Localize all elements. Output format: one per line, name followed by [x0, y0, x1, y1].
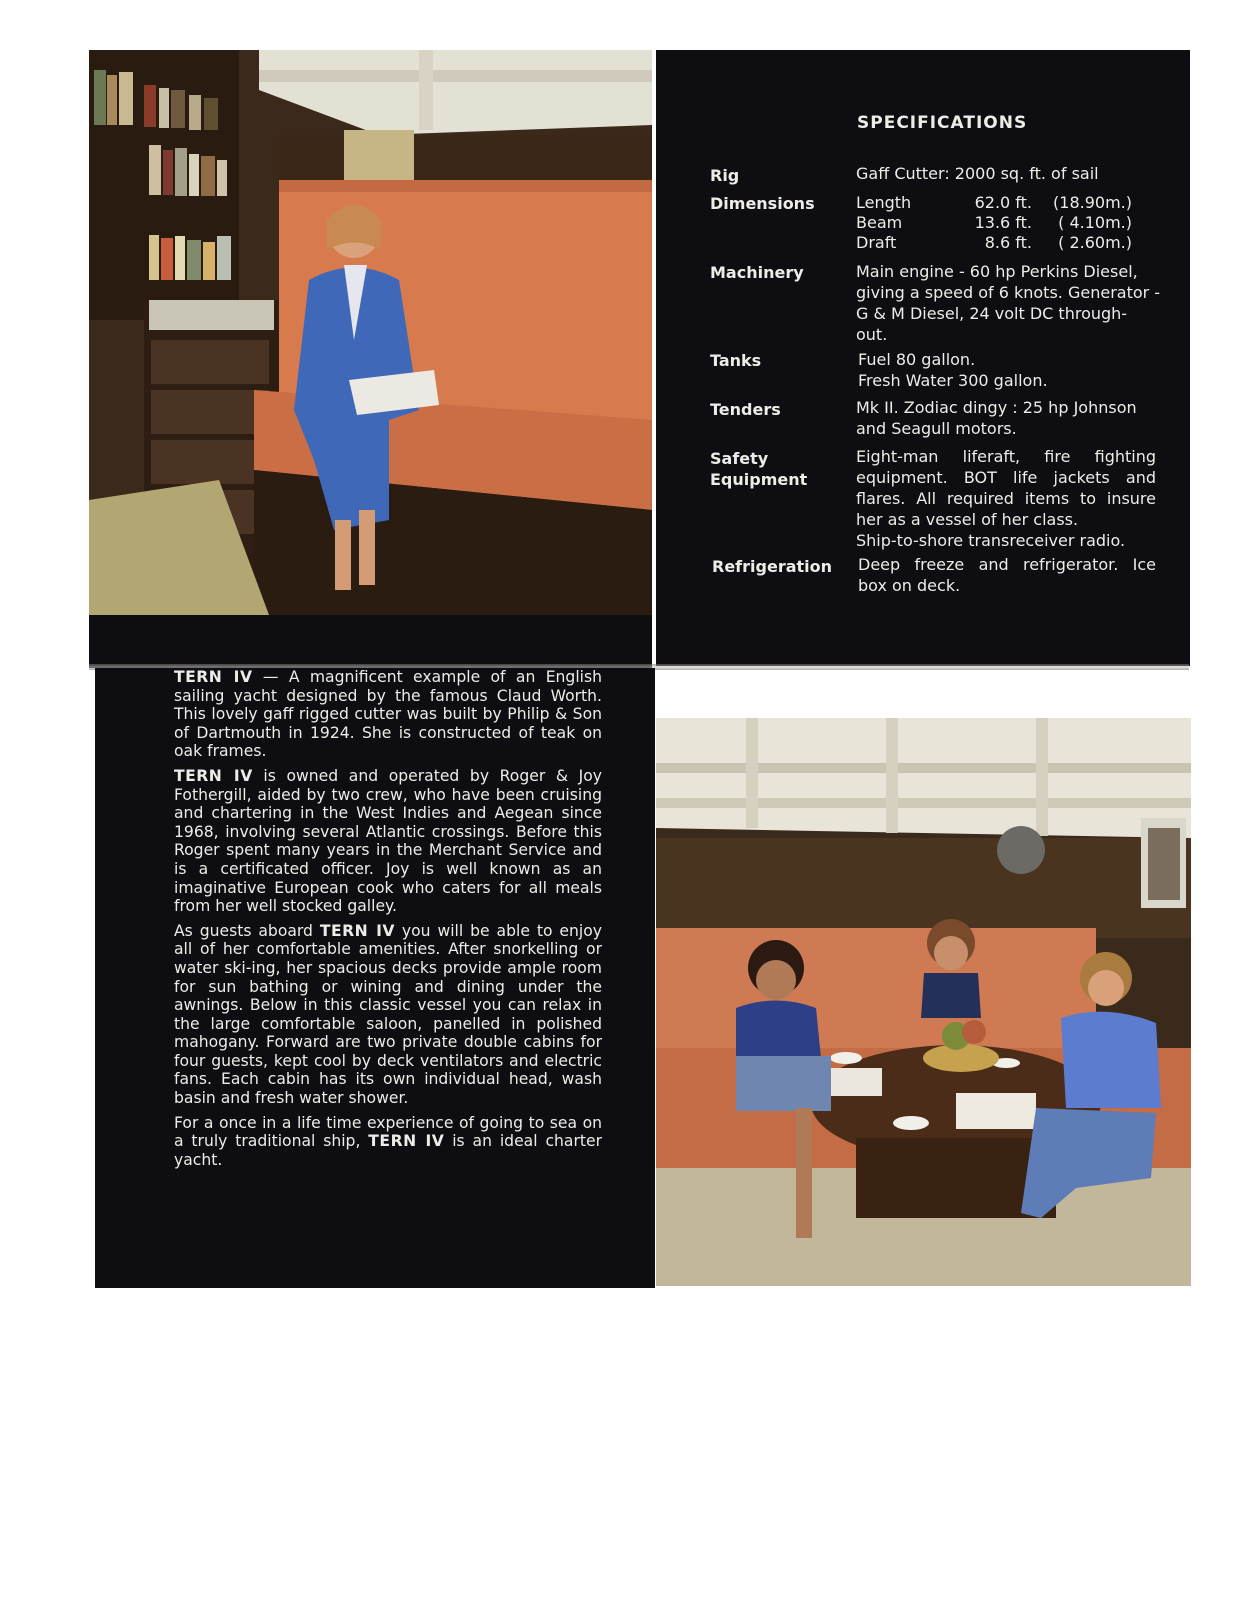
specifications-panel	[656, 50, 1190, 666]
tanks-label: Tanks	[710, 351, 762, 370]
refrigeration-label: Refrigeration	[712, 557, 833, 576]
spec-line: out.	[856, 325, 888, 344]
dimension-row	[856, 212, 1132, 233]
yacht-name: TERN IV	[174, 668, 253, 686]
dimension-metres: (18.90m.)	[1053, 193, 1132, 212]
yacht-name: TERN IV	[319, 921, 395, 940]
spec-line: Fuel 80 gallon.	[858, 350, 976, 369]
dimension-feet: 8.6 ft.	[984, 233, 1032, 252]
spec-label-line: Equipment	[710, 470, 808, 489]
spec-line: her as a vessel of her class.	[856, 510, 1079, 529]
dimensions-label: Dimensions	[710, 194, 815, 213]
spec-line: Main engine - 60 hp Perkins Diesel,	[856, 262, 1138, 281]
dimension-metres: ( 4.10m.)	[1058, 213, 1132, 232]
tanks-value	[858, 349, 1048, 391]
tenders-value	[856, 397, 1137, 439]
machinery-value	[856, 261, 1160, 345]
rig-value: Gaff Cutter: 2000 sq. ft. of sail	[856, 164, 1099, 183]
spec-label-line: Safety	[710, 449, 769, 468]
spec-line: giving a speed of 6 knots. Generator -	[856, 283, 1161, 302]
paragraph-text: is owned and operated by Roger & Joy Fothergill, aided by two crew, who have been cruising and chartering in the West Indies and Aegean since 1968, involving several Atlantic crossings. Before this Roger spent many years in the Merchant Service and is a certificated officer. Joy is well known as an imaginative European cook who caters for all meals from her well stocked galley.	[174, 766, 602, 916]
rig-label: Rig	[710, 166, 740, 185]
dimension-name: Draft	[856, 233, 897, 252]
paragraph	[174, 767, 602, 916]
woman-reading-photo	[89, 50, 652, 615]
spec-line: equipment. BOT life jackets and	[856, 468, 1156, 487]
saloon-dining-photo	[656, 718, 1191, 1286]
safety-value	[856, 446, 1156, 551]
specifications-heading: SPECIFICATIONS	[857, 113, 1028, 133]
dimension-row	[856, 192, 1132, 213]
paragraph-text: As guests aboard	[174, 921, 320, 940]
dimension-name: Length	[856, 193, 912, 212]
spec-line: Mk II. Zodiac dingy : 25 hp Johnson	[856, 398, 1137, 417]
spec-line: flares. All required items to insure	[856, 489, 1156, 508]
tenders-label: Tenders	[710, 400, 781, 419]
dimension-metres: ( 2.60m.)	[1058, 233, 1132, 252]
yacht-name: TERN IV	[174, 766, 253, 785]
paragraph	[174, 922, 602, 1108]
spec-line: Eight-man liferaft, fire fighting	[856, 447, 1156, 466]
machinery-label: Machinery	[710, 263, 804, 282]
description-panel	[95, 668, 655, 1288]
dimension-name: Beam	[856, 213, 903, 232]
dimension-row	[856, 232, 1132, 253]
spec-line: Ship-to-shore transreceiver radio.	[856, 531, 1126, 550]
spec-line: Fresh Water 300 gallon.	[858, 371, 1048, 390]
safety-label	[710, 448, 807, 490]
paragraph-text: — A magnificent example of an English sailing yacht designed by the famous Claud Worth. This lovely gaff rigged cutter was built by Philip & Son of Dartmouth in 1924. She is constructed of teak on oak frames.	[174, 668, 602, 761]
spec-line: Deep freeze and refrigerator. Ice	[858, 555, 1156, 574]
paragraph-text: is an ideal charter yacht.	[174, 1132, 602, 1169]
paragraph	[174, 1114, 602, 1170]
dimension-feet: 62.0 ft.	[974, 193, 1032, 212]
cabin-photo-panel	[89, 50, 652, 668]
paragraph-text: you will be able to enjoy all of her comfortable amenities. After snorkelling or water ski-ing, her spacious decks provide ample room for sun bathing or wining and dining under the awnings. Below in this classic vessel you can relax in the large comfortable saloon, panelled in polished mahogany. Forward are two private double cabins for four guests, kept cool by deck ventilators and electric fans. Each cabin has its own individual head, wash basin and fresh water shower.	[174, 921, 602, 1108]
refrigeration-value	[858, 554, 1156, 596]
dimension-feet: 13.6 ft.	[974, 213, 1032, 232]
spec-line: and Seagull motors.	[856, 419, 1017, 438]
paragraph	[174, 668, 602, 761]
yacht-name: TERN IV	[368, 1132, 445, 1151]
paragraph-text: For a once in a life time experience of going to sea on a truly traditional ship,	[174, 1113, 602, 1151]
spec-line: G & M Diesel, 24 volt DC through-	[856, 304, 1128, 323]
spec-line: box on deck.	[858, 576, 961, 595]
description-text	[174, 668, 602, 1175]
